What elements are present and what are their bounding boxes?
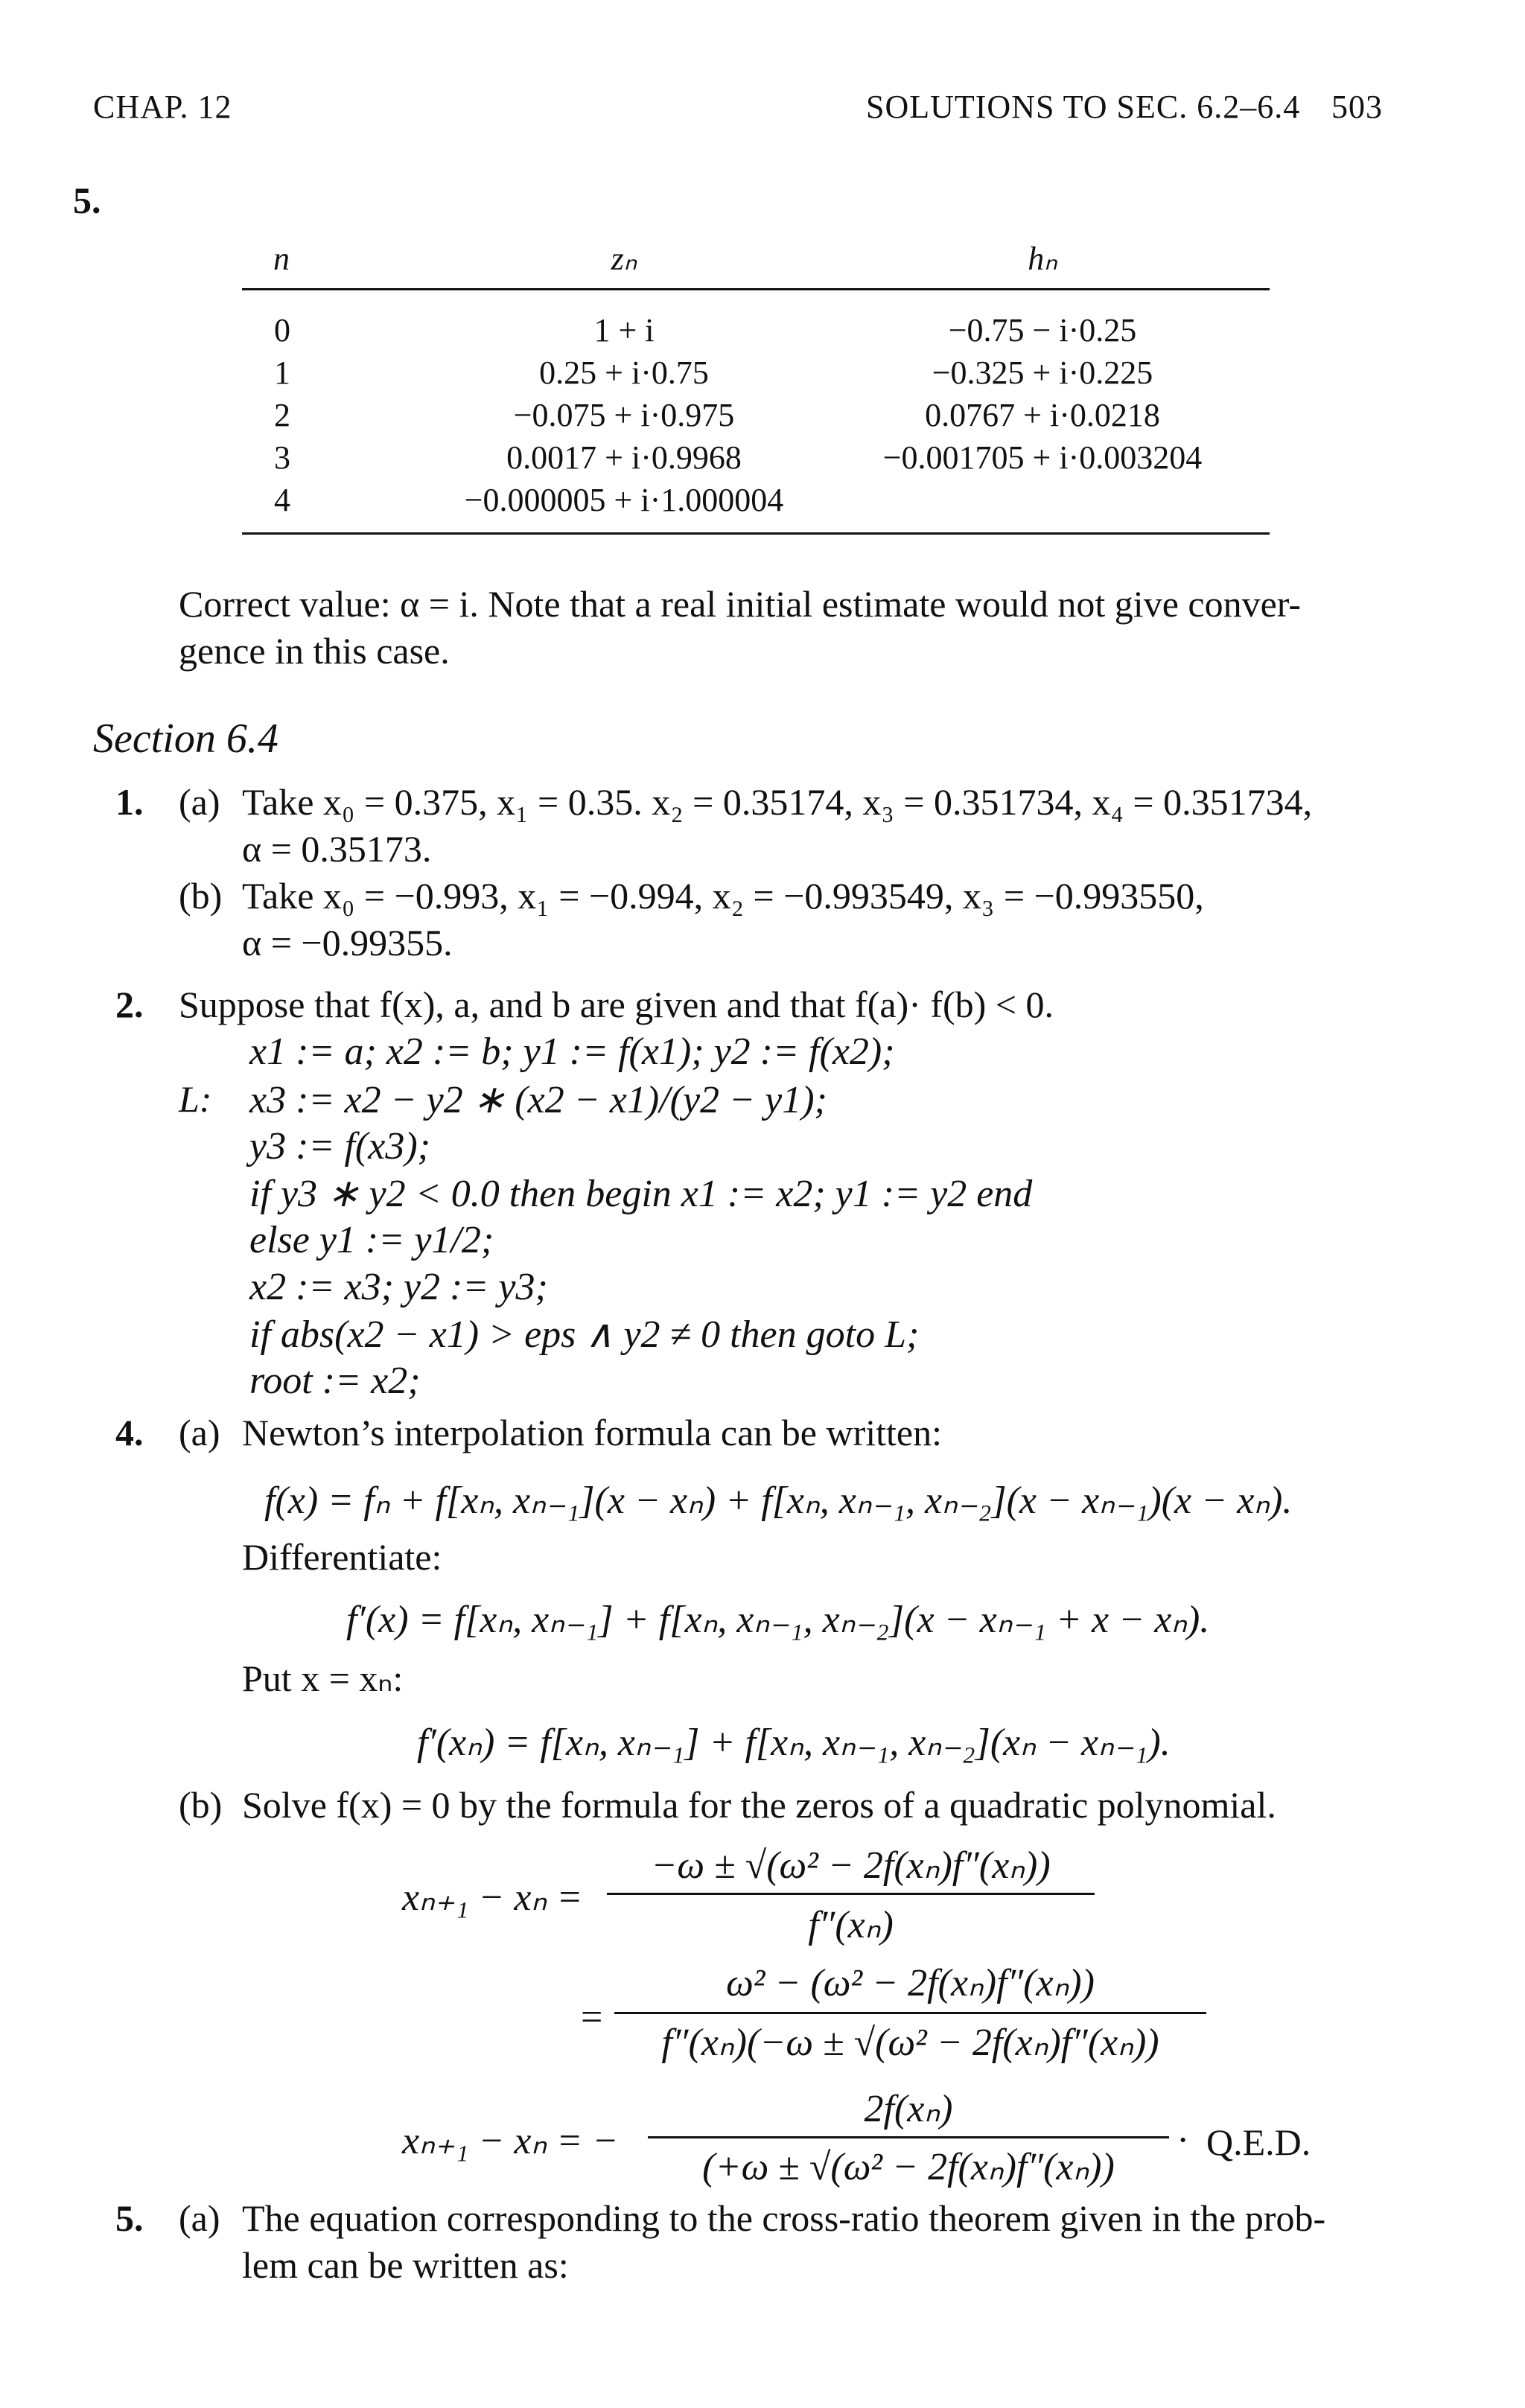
header-chapter: CHAP. 12 xyxy=(93,89,232,125)
problem-4a-label: (a) xyxy=(179,1412,220,1453)
fraction3-bar xyxy=(648,2136,1169,2138)
fraction3-dot: · xyxy=(1177,2119,1190,2162)
table-header-z: zₙ xyxy=(611,241,637,277)
problem-4-number: 4. xyxy=(115,1412,144,1453)
derivative-formula: f′(x) = f[xₙ, xₙ₋₁] + f[xₙ, xₙ₋₁, xₙ₋₂](x − xₙ₋₁ + x − xₙ). xyxy=(346,1599,1210,1641)
fraction2-denominator: f″(xₙ)(−ω ± √(ω² − 2f(xₙ)f″(xₙ)) xyxy=(661,2022,1159,2064)
table-cell-n: 3 xyxy=(274,439,290,476)
fraction3-denominator: (+ω ± √(ω² − 2f(xₙ)f″(xₙ)) xyxy=(702,2146,1115,2188)
qed-mark: Q.E.D. xyxy=(1206,2121,1311,2163)
problem-4a-text: Newton’s interpolation formula can be written: xyxy=(242,1412,943,1453)
fraction3-numerator: 2f(xₙ) xyxy=(864,2088,953,2130)
table-cell-z: 1 + i xyxy=(593,312,655,348)
table-bottom-rule xyxy=(242,532,1270,535)
table-cell-n: 2 xyxy=(274,397,290,433)
table-cell-z: 0.0017 + i·0.9968 xyxy=(506,439,742,476)
table-cell-z: −0.000005 + i·1.000004 xyxy=(464,482,784,518)
problem-1b-line1: Take x₀ = −0.993, x₁ = −0.994, x₂ = −0.993549, x₃ = −0.993550, xyxy=(242,875,1204,917)
fraction1-numerator: −ω ± √(ω² − 2f(xₙ)f″(xₙ)) xyxy=(651,1844,1051,1887)
table-cell-h: 0.0767 + i·0.0218 xyxy=(925,397,1160,433)
correct-value-note-line1: Correct value: α = i. Note that a real initial estimate would not give conver- xyxy=(179,583,1302,625)
derivative-at-xn: f′(xₙ) = f[xₙ, xₙ₋₁] + f[xₙ, xₙ₋₁, xₙ₋₂](xₙ − xₙ₋₁). xyxy=(417,1721,1171,1764)
table-header-h: hₙ xyxy=(1028,241,1057,277)
problem-1a-line2: α = 0.35173. xyxy=(242,828,432,870)
problem-5a-line1: The equation corresponding to the cross-ratio theorem given in the prob- xyxy=(242,2197,1326,2239)
table-cell-h: −0.001705 + i·0.003204 xyxy=(882,439,1203,476)
table-cell-h: −0.75 − i·0.25 xyxy=(948,312,1137,348)
put-x-label: Put x = xₙ: xyxy=(242,1657,404,1699)
problem-1b-line2: α = −0.99355. xyxy=(242,922,453,963)
table-cell-n: 1 xyxy=(274,354,290,391)
differentiate-label: Differentiate: xyxy=(242,1536,442,1578)
problem-1a-label: (a) xyxy=(179,781,220,823)
fraction1-lhs: xₙ₊₁ − xₙ = xyxy=(402,1876,583,1919)
correct-value-note-line2: gence in this case. xyxy=(179,630,450,672)
problem-2-intro: Suppose that f(x), a, and b are given and that f(a)· f(b) < 0. xyxy=(179,984,1054,1025)
code-line: else y1 := y1/2; xyxy=(249,1219,494,1261)
table-top-rule xyxy=(242,288,1270,290)
section-heading: Section 6.4 xyxy=(93,716,278,762)
newton-formula: f(x) = fₙ + f[xₙ, xₙ₋₁](x − xₙ) + f[xₙ, xₙ₋₁, xₙ₋₂](x − xₙ₋₁)(x − xₙ). xyxy=(264,1479,1293,1522)
table-cell-n: 4 xyxy=(274,482,290,518)
problem-5a-line2: lem can be written as: xyxy=(242,2244,569,2286)
problem-2-number: 2. xyxy=(115,984,144,1025)
code-line: x2 := x3; y2 := y3; xyxy=(249,1266,548,1308)
fraction2-equals: = xyxy=(581,1996,603,2039)
code-line: if abs(x2 − x1) > eps ∧ y2 ≠ 0 then goto L; xyxy=(249,1313,920,1356)
problem-4b-label: (b) xyxy=(179,1784,223,1826)
header-page-number: 503 xyxy=(1331,89,1383,125)
table-header-n: n xyxy=(273,241,290,277)
fraction1-bar xyxy=(607,1893,1095,1895)
code-label-L: L: xyxy=(179,1078,212,1120)
header-section-title: SOLUTIONS TO SEC. 6.2–6.4 xyxy=(866,89,1301,125)
problem-1a-line1: Take x₀ = 0.375, x₁ = 0.35. x₂ = 0.35174, x₃ = 0.351734, x₄ = 0.351734, xyxy=(242,781,1313,823)
problem-4b-text: Solve f(x) = 0 by the formula for the zeros of a quadratic polynomial. xyxy=(242,1784,1276,1826)
code-line: x1 := a; x2 := b; y1 := f(x1); y2 := f(x2); xyxy=(249,1031,895,1073)
table-cell-z: −0.075 + i·0.975 xyxy=(513,397,735,433)
fraction2-numerator: ω² − (ω² − 2f(xₙ)f″(xₙ)) xyxy=(726,1962,1095,2004)
problem-5-number-sec64: 5. xyxy=(115,2197,144,2239)
problem-1b-label: (b) xyxy=(179,875,223,917)
table-cell-z: 0.25 + i·0.75 xyxy=(539,354,709,391)
table-cell-h: −0.325 + i·0.225 xyxy=(932,354,1153,391)
table-cell-n: 0 xyxy=(274,312,290,348)
problem-5-number: 5. xyxy=(73,179,101,221)
code-line: y3 := f(x3); xyxy=(249,1125,430,1168)
fraction3-lhs: xₙ₊₁ − xₙ = − xyxy=(402,2120,619,2162)
code-line: x3 := x2 − y2 ∗ (x2 − x1)/(y2 − y1); xyxy=(249,1079,827,1121)
fraction1-denominator: f″(xₙ) xyxy=(808,1904,894,1946)
fraction2-bar xyxy=(614,2012,1206,2014)
problem-5a-label: (a) xyxy=(179,2197,220,2239)
problem-1-number: 1. xyxy=(115,781,144,823)
code-line: if y3 ∗ y2 < 0.0 then begin x1 := x2; y1 := y2 end xyxy=(249,1173,1033,1215)
code-line: root := x2; xyxy=(249,1360,421,1402)
